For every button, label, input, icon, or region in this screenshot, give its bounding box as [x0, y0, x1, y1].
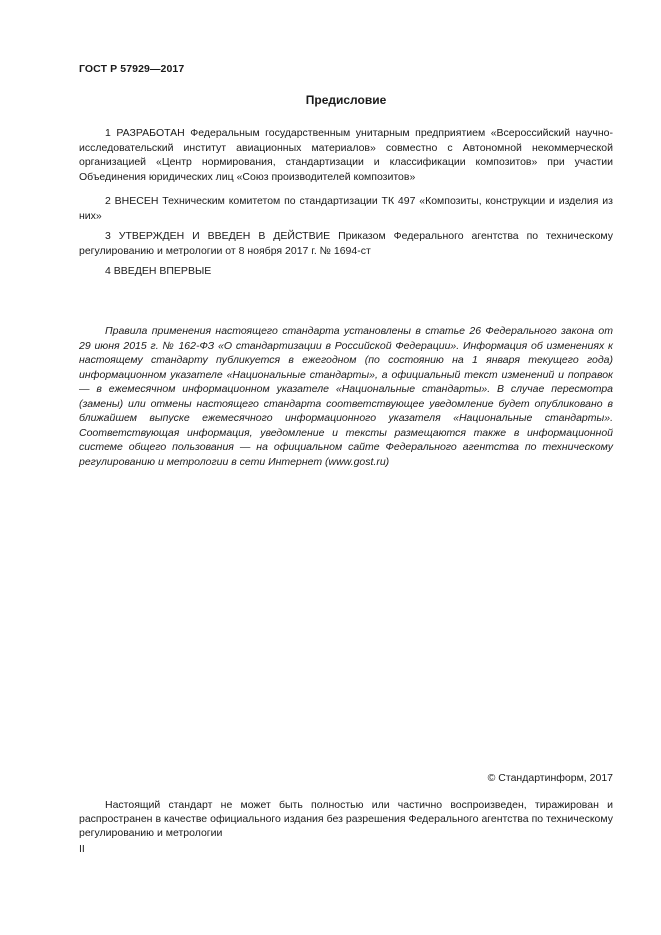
standard-code: ГОСТ Р 57929—2017 — [79, 63, 185, 75]
copyright-line: © Стандартинформ, 2017 — [487, 772, 613, 784]
reproduction-notice: Настоящий стандарт не может быть полностью или частично воспроизведен, тиражирован и распространен в качестве официального издания без разрешения Федерального агентства по техническому регулированию и метрологии — [79, 799, 613, 839]
page-title: Предисловие — [305, 93, 387, 107]
page-number: II — [79, 843, 85, 855]
paragraph-developed-by: 1 РАЗРАБОТАН Федеральным государственным унитарным предприятием «Всероссийский научно-исследовательский институт авиационных материалов» совместно с Автономной некоммерческой организацией «Центр нормирования, стандартизации и классификации композитов» при участии Объединения юридических лиц «Союз производителей композитов» — [79, 127, 613, 183]
rules-notice: Правила применения настоящего стандарта установлены в статье 26 Федерального закона от 29 июня 2015 г. № 162-ФЗ «О стандартизации в Российской Федерации». Информация об изменениях к настоящему стандарту публикуется в ежегодном (по состоянию на 1 января текущего года) информационном указателе «Национальные стандарты», а официальный текст изменений и поправок — в ежемесячном информационном указателе «Национальные стандарты». В случае пересмотра (замены) или отмены настоящего стандарта соответствующее уведомление будет опубликовано в ближайшем выпуске ежемесячного информационного указателя «Национальные стандарты». Соответствующая информация, уведомление и тексты размещаются также в информационной системе общего пользования — на официальном сайте Федерального агентства по техническому регулированию и метрологии в сети Интернет (www.gost.ru) — [79, 325, 613, 468]
paragraph-introduced-by: 2 ВНЕСЕН Техническим комитетом по стандартизации ТК 497 «Композиты, конструкции и изделия из них» — [79, 195, 613, 222]
paragraph-first-introduced: 4 ВВЕДЕН ВПЕРВЫЕ — [105, 265, 212, 277]
paragraph-approved: 3 УТВЕРЖДЕН И ВВЕДЕН В ДЕЙСТВИЕ Приказом Федерального агентства по техническому регулированию и метрологии от 8 ноября 2017 г. № 1694-ст — [79, 230, 613, 257]
